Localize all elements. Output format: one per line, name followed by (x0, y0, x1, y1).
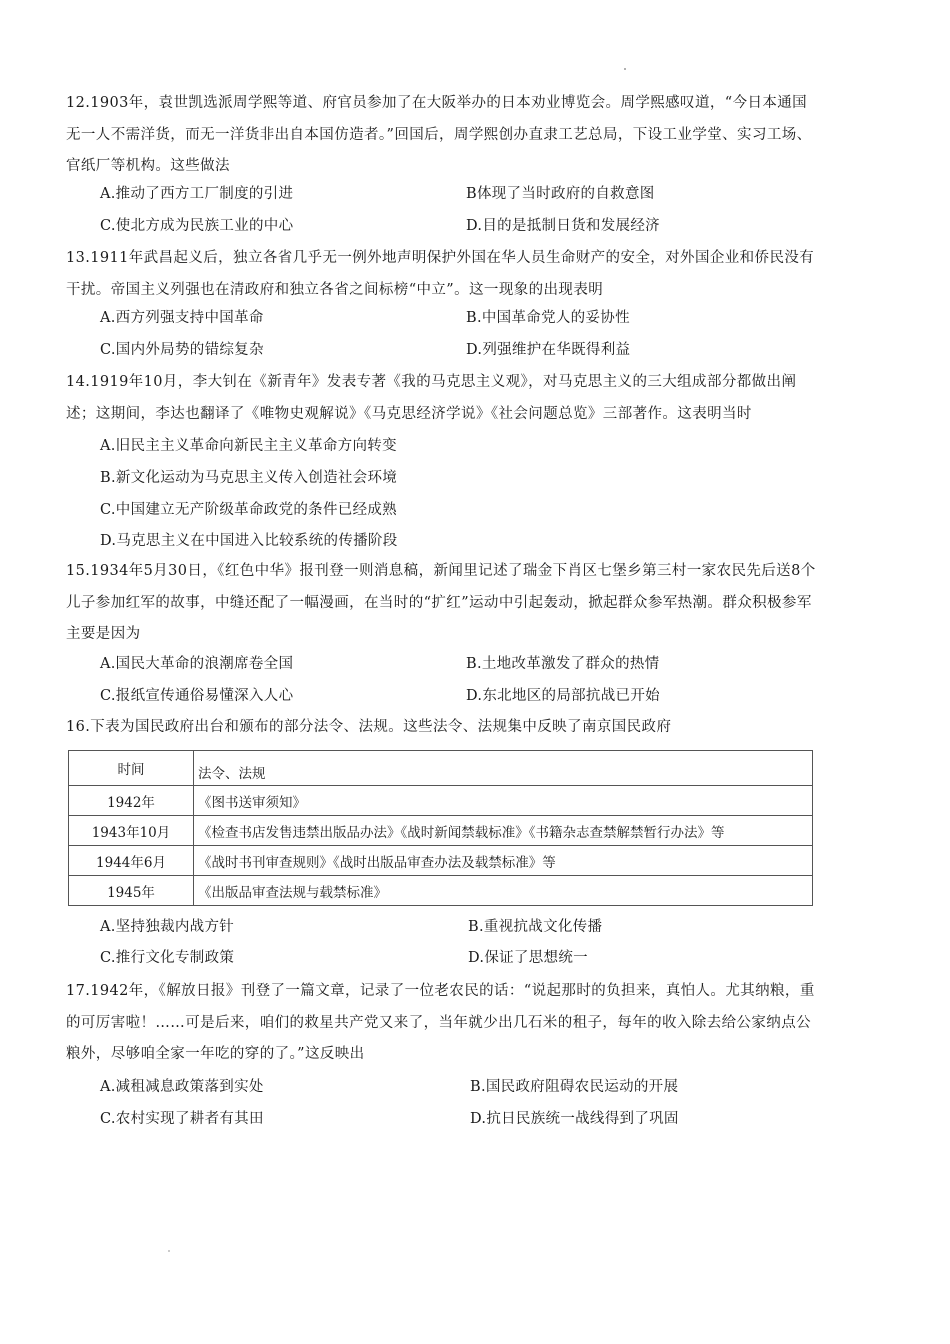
question-13-option-a: A.西方列强支持中国革命 (100, 310, 264, 326)
question-12-option-c: C.使北方成为民族工业的中心 (100, 218, 294, 234)
table-header-row (69, 751, 813, 786)
question-15-stem: 15.1934年5月30日，《红色中华》报刊登一则消息稿，新闻里记述了瑞金下肖区七堡乡第三村一家农民先后送8个儿子参加红军的故事，中缝还配了一幅漫画，在当时的“扩红”运动中引起轰动，掀起群众参军热潮。群众积极参军主要是因为 (66, 563, 816, 642)
question-12-option-d: D.目的是抵制日货和发展经济 (466, 218, 660, 234)
question-15-option-a: A.国民大革命的浪潮席卷全国 (100, 656, 294, 672)
question-16-option-a: A.坚持独裁内战方针 (100, 919, 235, 935)
question-13-option-b: B.中国革命党人的妥协性 (466, 310, 630, 326)
question-16-option-c: C.推行文化专制政策 (100, 950, 235, 966)
table-header-time: 时间 (69, 751, 194, 786)
table-cell-laws: 《检查书店发售违禁出版品办法》《战时新闻禁载标准》《书籍杂志查禁解禁暂行办法》等 (194, 816, 813, 846)
table-cell-laws: 《出版品审查法规与载禁标准》 (194, 876, 813, 906)
scan-dot (624, 68, 626, 70)
question-16-option-b: B.重视抗战文化传播 (468, 919, 603, 935)
question-15-option-c: C.报纸宣传通俗易懂深入人心 (100, 688, 294, 704)
question-17-option-a: A.减租减息政策落到实处 (100, 1079, 264, 1095)
laws-table (68, 750, 813, 906)
question-17-stem: 17.1942年，《解放日报》刊登了一篇文章，记录了一位老农民的话：“说起那时的负担来，真怕人。尤其纳粮，重的可厉害啦！……可是后来，咱们的救星共产党又来了，当年就少出几石米的租子，每年的收入除去给公家纳点公粮外，尽够咱全家一年吃的穿的了。”这反映出 (66, 983, 815, 1062)
question-16-stem: 16.下表为国民政府出台和颁布的部分法令、法规。这些法令、法规集中反映了南京国民政府 (66, 719, 672, 735)
table-row (69, 876, 813, 906)
table-cell-laws: 《战时书刊审查规则》《战时出版品审查办法及载禁标准》等 (194, 846, 813, 876)
table-header-laws: 法令、法规 (194, 751, 813, 786)
question-13-stem: 13.1911年武昌起义后，独立各省几乎无一例外地声明保护外国在华人员生命财产的安全，对外国企业和侨民没有干扰。帝国主义列强也在清政府和独立各省之间标榜“中立”。这一现象的出现表明 (66, 250, 815, 298)
table-row (69, 816, 813, 846)
table-cell-time: 1944年6月 (69, 846, 194, 876)
question-13-option-d: D.列强维护在华既得利益 (466, 342, 631, 358)
table-row (69, 846, 813, 876)
table-cell-time: 1942年 (69, 786, 194, 816)
question-13-option-c: C.国内外局势的错综复杂 (100, 342, 264, 358)
question-16-option-d: D.保证了思想统一 (468, 950, 588, 966)
question-12-stem: 12.1903年，袁世凯选派周学熙等道、府官员参加了在大阪举办的日本劝业博览会。周学熙感叹道，“今日本通国无一人不需洋货，而无一洋货非出自本国仿造者。”回国后，周学熙创办直隶工艺总局，下设工业学堂、实习工场、官纸厂等机构。这些做法 (66, 95, 812, 174)
question-17-option-b: B.国民政府阻碍农民运动的开展 (470, 1079, 679, 1095)
question-14-option-a: A.旧民主主义革命向新民主主义革命方向转变 (100, 438, 397, 454)
question-14-option-d: D.马克思主义在中国进入比较系统的传播阶段 (100, 533, 398, 549)
table-cell-laws: 《图书送审须知》 (194, 786, 813, 816)
question-17-option-d: D.抗日民族统一战线得到了巩固 (470, 1111, 679, 1127)
question-15-option-b: B.土地改革激发了群众的热情 (466, 656, 660, 672)
table-row (69, 786, 813, 816)
question-17-option-c: C.农村实现了耕者有其田 (100, 1111, 264, 1127)
question-14-option-c: C.中国建立无产阶级革命政党的条件已经成熟 (100, 502, 397, 518)
table-cell-time: 1945年 (69, 876, 194, 906)
question-12-option-a: A.推动了西方工厂制度的引进 (100, 186, 294, 202)
scan-dot (168, 1250, 170, 1252)
question-15-option-d: D.东北地区的局部抗战已开始 (466, 688, 660, 704)
question-12-option-b: B体现了当时政府的自救意图 (466, 186, 655, 202)
question-14-stem: 14.1919年10月，李大钊在《新青年》发表专著《我的马克思主义观》，对马克思主义的三大组成部分都做出阐述；这期间，李达也翻译了《唯物史观解说》《马克思经济学说》《社会问题总览》三部著作。这表明当时 (66, 374, 797, 422)
table-cell-time: 1943年10月 (69, 816, 194, 846)
question-14-option-b: B.新文化运动为马克思主义传入创造社会环境 (100, 470, 398, 486)
